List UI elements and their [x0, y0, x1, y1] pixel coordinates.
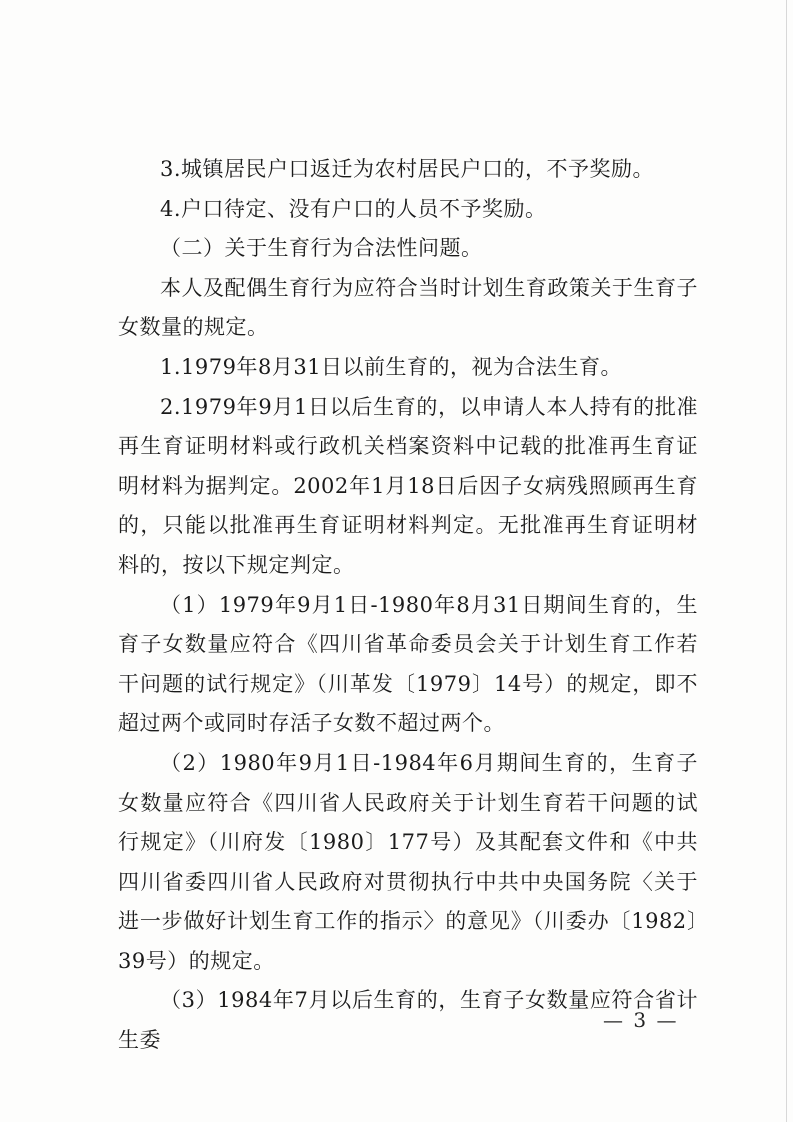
- paragraph-no-household: 4.户口待定、没有户口的人员不予奖励。: [160, 196, 547, 221]
- paragraph-after-1979: 2.1979年9月1日以后生育的，以申请人本人持有的批准再生育证明材料或行政机关档案资料中记载的批准再生育证明材料为据判定。2002年1月18日后因子女病残照顾再生育的，只能以批准再生育证明材料判定。无批准再生育证明材料的，按以下规定判定。: [118, 394, 698, 577]
- document-body: [118, 150, 698, 1061]
- paragraph-period-1980-1984: （2）1980年9月1日-1984年6月期间生育的，生育子女数量应符合《四川省人民政府关于计划生育若干问题的试行规定》（川府发〔1980〕177号）及其配套文件和《中共四川省委四川省人民政府对贯彻执行中共中央国务院〈关于进一步做好计划生育工作的指示〉的意见》（川委办〔1982〕39号）的规定。: [118, 750, 698, 973]
- paragraph-after-1984: （3）1984年7月以后生育的，生育子女数量应符合省计生委: [118, 988, 698, 1053]
- paragraph-period-1979-1980: （1）1979年9月1日-1980年8月31日期间生育的，生育子女数量应符合《四川省革命委员会关于计划生育工作若干问题的试行规定》（川革发〔1979〕14号）的规定，即不超过两个或同时存活子女数不超过两个。: [118, 592, 698, 736]
- page-edge: [786, 0, 787, 1122]
- paragraph-spouse-rule: 本人及配偶生育行为应符合当时计划生育政策关于生育子女数量的规定。: [118, 275, 698, 340]
- page-number: — 3 —: [603, 1008, 679, 1032]
- paragraph-before-1979: 1.1979年8月31日以前生育的，视为合法生育。: [160, 354, 623, 379]
- paragraph-urban-return: 3.城镇居民户口返迁为农村居民户口的，不予奖励。: [160, 157, 655, 181]
- section-heading-birth-legality: （二）关于生育行为合法性问题。: [160, 236, 483, 261]
